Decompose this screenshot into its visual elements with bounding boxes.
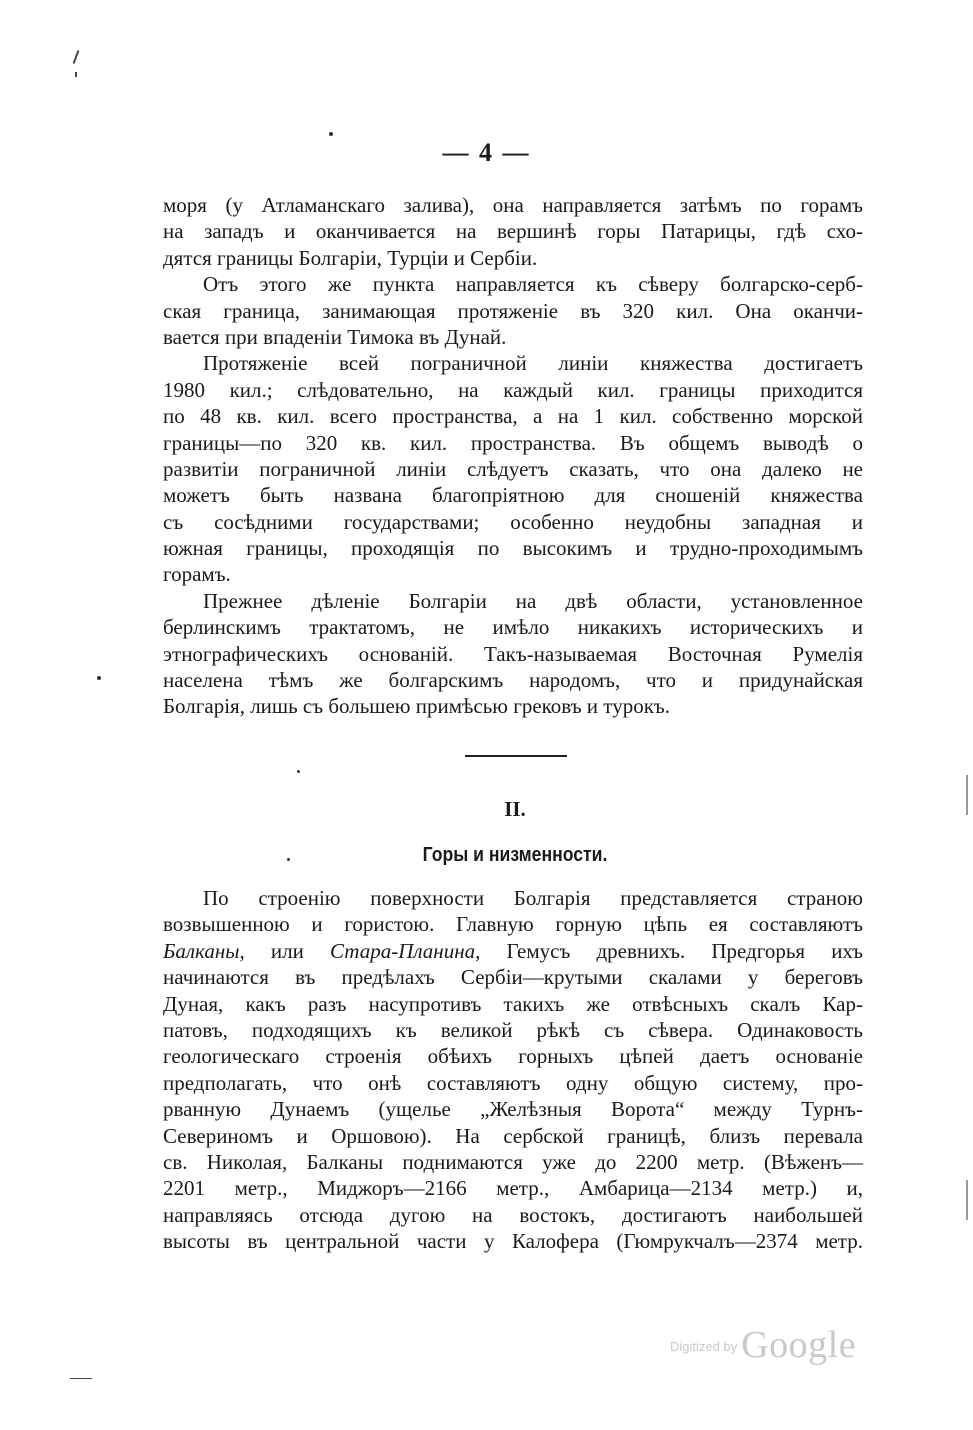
text-line: направляясь отсюда дугою на востокъ, достигаютъ наибольшей bbox=[163, 1202, 863, 1227]
text-line: южная границы, проходящія по высокимъ и трудно-проходимымъ bbox=[163, 536, 863, 561]
scan-mark bbox=[75, 72, 77, 77]
scan-mark bbox=[73, 50, 80, 64]
section-2-body bbox=[163, 885, 863, 1254]
scan-mark bbox=[966, 775, 968, 815]
emphasis-balkany: Балканы bbox=[163, 938, 240, 963]
text-line: Болгарія, лишь съ большею примѣсью грековъ и турокъ. bbox=[163, 694, 671, 719]
scan-speck bbox=[297, 770, 300, 773]
emphasis-stara-planina: Стара-Планина bbox=[329, 938, 476, 963]
text-line: св. Николая, Балканы поднимаются уже до 2200 метр. (Вѣженъ— bbox=[163, 1149, 863, 1174]
text-line: Дуная, какъ разъ насупротивъ такихъ же отвѣсныхъ скалъ Кар- bbox=[163, 991, 863, 1016]
text-line: ская граница, занимающая протяженіе въ 320 кил. Она оканчи- bbox=[163, 298, 863, 323]
scan-speck bbox=[287, 858, 290, 861]
text-line: Отъ этого же пункта направляется къ сѣверу болгарско-серб- bbox=[203, 272, 863, 297]
text-line: высоты въ центральной части у Калофера (Гюмрукчалъ—2374 метр. bbox=[163, 1229, 863, 1254]
text-fragment: , Гемусъ древнихъ. Предгорья ихъ bbox=[475, 938, 863, 963]
text-line: рванную Дунаемъ (ущелье „Желѣзныя Ворота“ между Турнъ- bbox=[163, 1097, 863, 1122]
watermark-prefix: Digitized by bbox=[670, 1339, 738, 1354]
text-line: по 48 кв. кил. всего пространства, а на 1 кил. собственно морской bbox=[163, 404, 863, 429]
section-1-body bbox=[163, 192, 863, 720]
text-line: По строенію поверхности Болгарія представляется страною bbox=[203, 886, 863, 910]
text-line: вается при впаденіи Тимока въ Дунай. bbox=[163, 324, 507, 349]
text-line-with-emphasis bbox=[163, 938, 863, 964]
text-line: можетъ быть названа благопріятною для сношеній княжества bbox=[163, 483, 863, 508]
text-line: Прежнее дѣленіе Болгаріи на двѣ области, установленное bbox=[203, 588, 863, 613]
text-line: горамъ. bbox=[163, 562, 231, 587]
text-line: съ сосѣдними государствами; особенно неудобны западная и bbox=[163, 509, 863, 534]
section-title: Горы и низменности. bbox=[422, 844, 608, 866]
text-line: границы—по 320 кв. кил. пространства. Въ общемъ выводѣ о bbox=[163, 430, 863, 455]
text-line: на западъ и оканчивается на вершинѣ горы Патарицы, гдѣ схо- bbox=[163, 219, 863, 244]
page-number: — 4 — bbox=[442, 138, 531, 167]
section-divider bbox=[465, 755, 567, 757]
text-line: моря (у Атламанскаго залива), она направляется затѣмъ по горамъ bbox=[163, 193, 863, 217]
scan-mark bbox=[966, 1180, 968, 1220]
text-line: 1980 кил.; слѣдовательно, на каждый кил. границы приходится bbox=[163, 377, 863, 402]
text-line: начинаются въ предѣлахъ Сербіи—крутыми скалами у береговъ bbox=[163, 965, 863, 990]
text-line: берлинскимъ трактатомъ, не имѣло никакихъ историческихъ и bbox=[163, 615, 863, 640]
text-line: этнографическихъ основаній. Такъ-называемая Восточная Румелія bbox=[163, 641, 863, 666]
text-line: развитіи пограничной линіи слѣдуетъ сказать, что она далеко не bbox=[163, 456, 863, 481]
text-line: дятся границы Болгаріи, Турціи и Сербіи. bbox=[163, 245, 538, 270]
text-line: возвышенною и гористою. Главную горную цѣпь ея составляютъ bbox=[163, 912, 863, 937]
text-line: Протяженіе всей пограничной линіи княжества достигаетъ bbox=[203, 351, 863, 376]
section-numeral: II. bbox=[504, 797, 526, 821]
scan-mark bbox=[70, 1378, 92, 1379]
digitized-watermark bbox=[670, 1323, 856, 1367]
text-line: 2201 метр., Миджоръ—2166 метр., Амбарица—2134 метр.) и, bbox=[163, 1176, 863, 1201]
text-line: Севериномъ и Оршовою). На сербской границѣ, близъ перевала bbox=[163, 1123, 863, 1148]
scan-speck bbox=[329, 132, 333, 136]
scan-speck bbox=[97, 676, 101, 680]
text-line: населена тѣмъ же болгарскимъ народомъ, что и придунайская bbox=[163, 668, 863, 693]
text-line: геологическаго строенія обѣихъ горныхъ цѣпей даетъ основаніе bbox=[163, 1044, 863, 1069]
text-line: предполагать, что онѣ составляютъ одну общую систему, про- bbox=[163, 1070, 863, 1095]
text-fragment: , или bbox=[239, 938, 330, 963]
google-logo: Google bbox=[741, 1324, 857, 1366]
text-line: патовъ, подходящихъ къ великой рѣкѣ съ сѣвера. Одинаковость bbox=[163, 1017, 863, 1042]
